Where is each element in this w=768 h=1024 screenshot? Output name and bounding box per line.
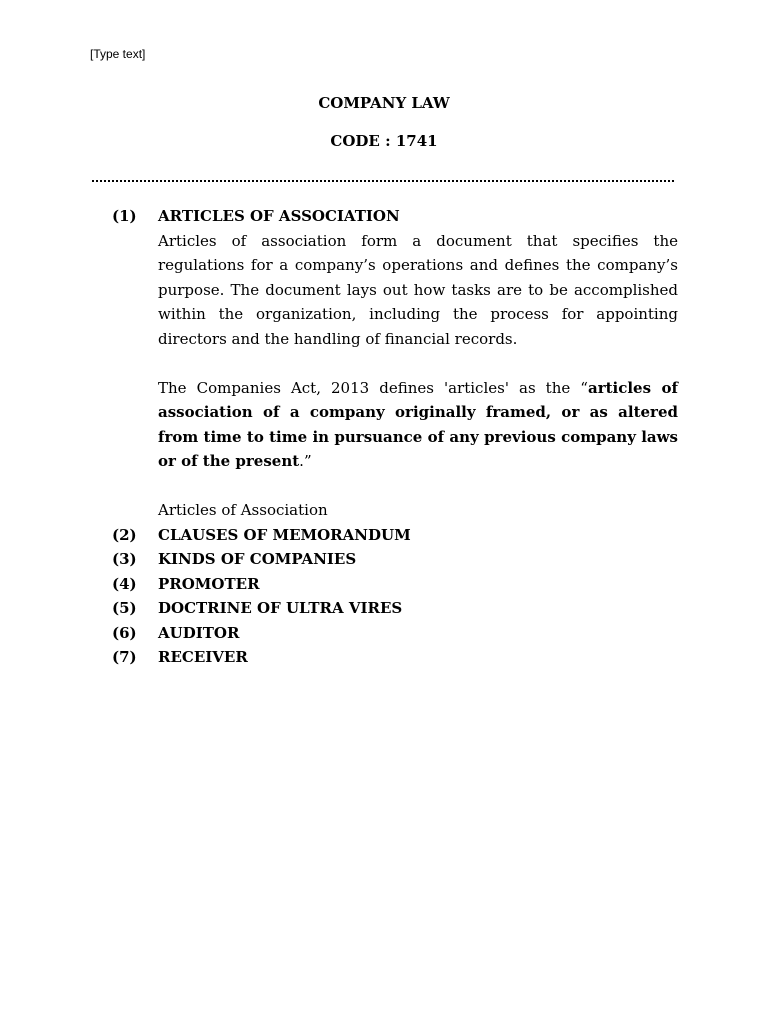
- item-heading: RECEIVER: [158, 648, 248, 666]
- item-number: (1): [112, 207, 137, 225]
- list-item-7: [112, 645, 678, 670]
- paragraph-intro-text: The Companies Act, 2013 defines 'articles' as the “: [158, 378, 588, 397]
- list-item-3: [112, 547, 678, 572]
- document-code: CODE : 1741: [330, 132, 438, 150]
- item-heading: DOCTRINE OF ULTRA VIRES: [158, 599, 403, 617]
- item-body: [158, 204, 678, 474]
- document-title: COMPANY LAW: [318, 94, 450, 112]
- item-number: (7): [112, 648, 137, 666]
- item-heading: AUDITOR: [158, 623, 240, 642]
- item-number: (4): [112, 574, 137, 593]
- sub-label-articles: Articles of Association: [158, 501, 328, 519]
- item-heading: PROMOTER: [158, 574, 260, 593]
- item-heading: ARTICLES OF ASSOCIATION: [158, 207, 400, 225]
- item-number: (3): [112, 550, 137, 568]
- item-number: (6): [112, 623, 137, 642]
- list-item-1: [112, 204, 678, 474]
- list-item-5: [112, 596, 678, 621]
- list-item-4: [112, 572, 678, 597]
- paragraph-end-text: .”: [299, 452, 312, 470]
- paragraph-bold-quote: articles of association of a company originally framed, or as altered from time to time in pursuance of any previous company laws or of the present: [158, 378, 678, 470]
- paragraph-companies-act: [158, 376, 678, 474]
- list-item-6: [112, 621, 678, 646]
- dotted-separator: [92, 180, 674, 182]
- item-number: (5): [112, 599, 137, 617]
- header-placeholder-text: [Type text]: [90, 47, 146, 61]
- item-heading: CLAUSES OF MEMORANDUM: [158, 525, 411, 544]
- item-number: (2): [112, 525, 137, 544]
- document-body: [112, 204, 678, 670]
- item-heading: KINDS OF COMPANIES: [158, 550, 357, 568]
- list-item-2: [112, 523, 678, 548]
- paragraph-definition: Articles of association form a document that specifies the regulations for a company’s operations and defines the company’s purpose. The document lays out how tasks are to be accomplished within the organization, including the process for appointing directors and the handling of financial records.: [158, 231, 678, 348]
